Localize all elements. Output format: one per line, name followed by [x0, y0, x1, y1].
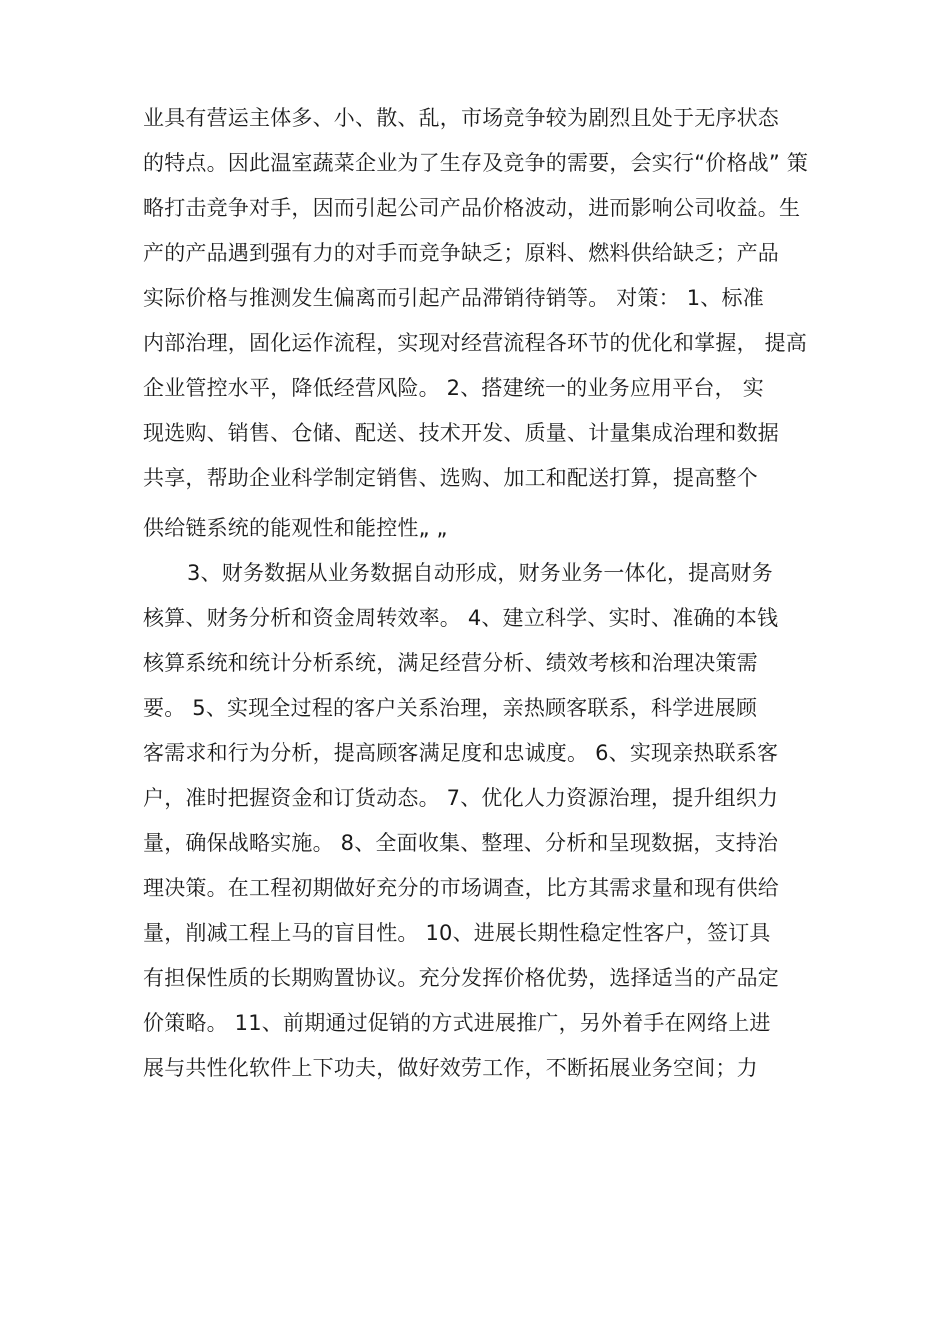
text-line: 客需求和行为分析，提高顾客满足度和忠诚度。 6、实现亲热联系客	[143, 741, 779, 765]
text-line: 要。 5、实现全过程的客户关系治理，亲热顾客联系，科学进展顾	[143, 696, 758, 720]
paragraph-first-line: 3、财务数据从业务数据自动形成，财务业务一体化，提高财务	[187, 561, 773, 585]
text-line: 核算系统和统计分析系统，满足经营分析、绩效考核和治理决策需	[143, 651, 758, 675]
text-line: 供给链系统的能观性和能控性„ „	[143, 516, 448, 540]
text-line: 价策略。 11、前期通过促销的方式进展推广，另外着手在网络上进	[143, 1011, 771, 1035]
text-line: 企业管控水平，降低经营风险。 2、搭建统一的业务应用平台， 实	[143, 376, 764, 400]
text-line: 量，确保战略实施。 8、全面收集、整理、分析和呈现数据，支持治	[143, 831, 779, 855]
text-line: 展与共性化软件上下功夫，做好效劳工作，不断拓展业务空间；力	[143, 1056, 758, 1080]
text-line: 共享，帮助企业科学制定销售、选购、加工和配送打算，提高整个	[143, 466, 758, 490]
text-line: 户，准时把握资金和订货动态。 7、优化人力资源治理，提升组织力	[143, 786, 779, 810]
text-line: 量，削减工程上马的盲目性。 10、进展长期性稳定性客户，签订具	[143, 921, 771, 945]
text-line: 略打击竞争对手，因而引起公司产品价格波动，进而影响公司收益。生	[143, 196, 801, 220]
text-line: 现选购、销售、仓储、配送、技术开发、质量、计量集成治理和数据	[143, 421, 779, 445]
text-line: 业具有营运主体多、小、散、乱，市场竞争较为剧烈且处于无序状态	[143, 106, 779, 130]
text-line: 的特点。因此温室蔬菜企业为了生存及竞争的需要，会实行“价格战” 策	[143, 151, 809, 175]
text-line: 内部治理，固化运作流程，实现对经营流程各环节的优化和掌握， 提高	[143, 331, 808, 355]
text-line: 有担保性质的长期购置协议。充分发挥价格优势，选择适当的产品定	[143, 966, 779, 990]
text-line: 理决策。在工程初期做好充分的市场调查，比方其需求量和现有供给	[143, 876, 779, 900]
text-line: 核算、财务分析和资金周转效率。 4、建立科学、实时、准确的本钱	[143, 606, 779, 630]
text-line: 产的产品遇到强有力的对手而竞争缺乏；原料、燃料供给缺乏；产品	[143, 241, 779, 265]
text-line: 实际价格与推测发生偏离而引起产品滞销待销等。 对策： 1、标准	[143, 286, 764, 310]
